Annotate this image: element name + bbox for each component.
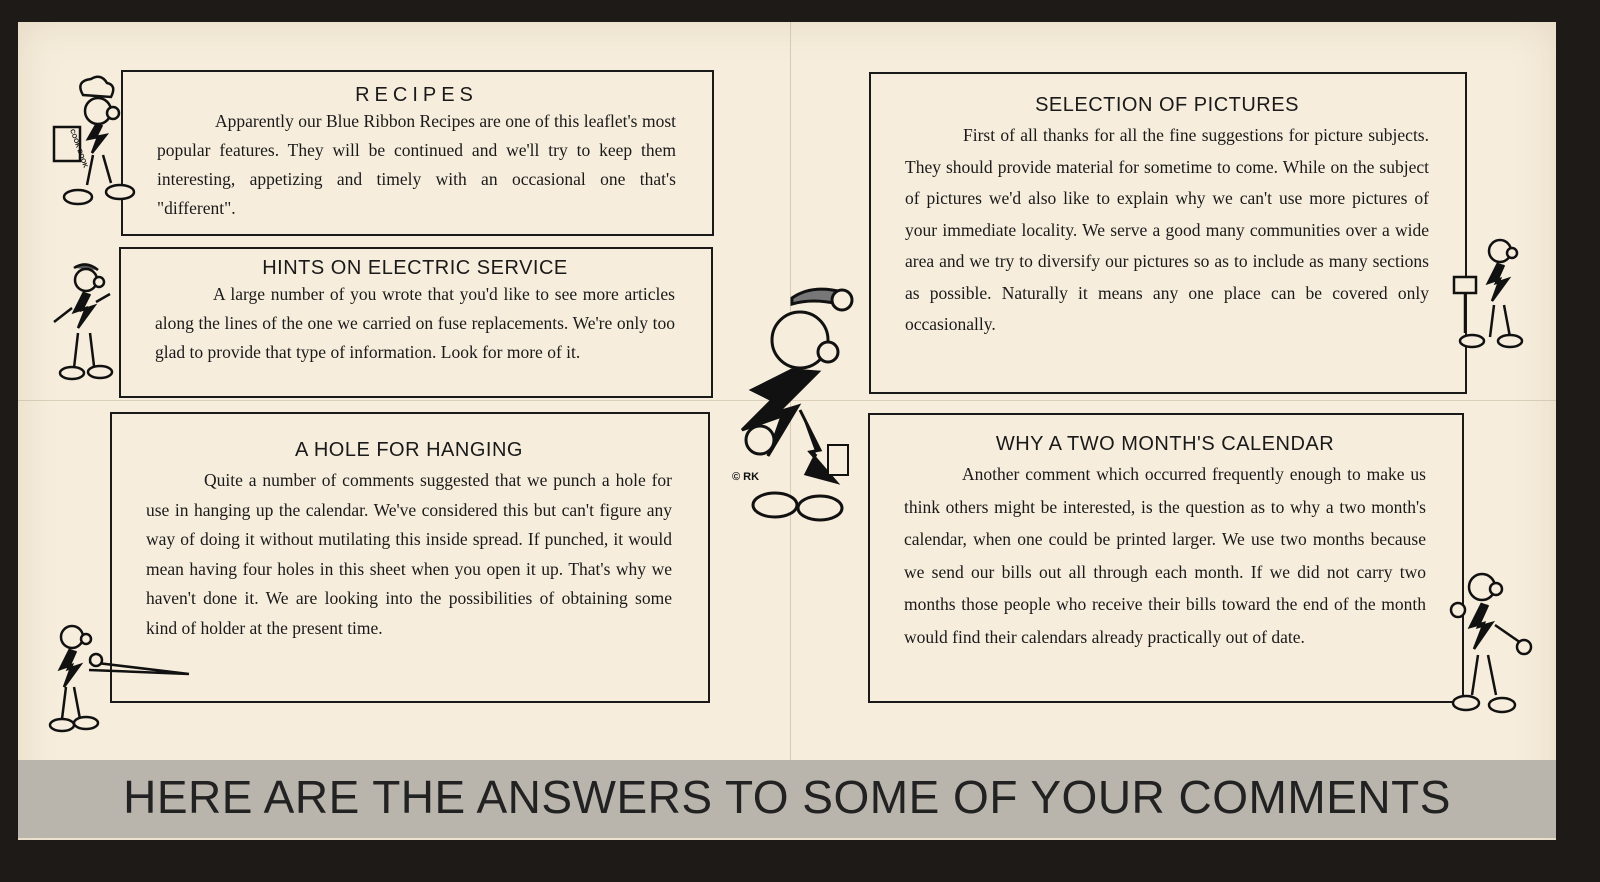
camera-mascot-illustration bbox=[1448, 235, 1528, 353]
section-body: Apparently our Blue Ribbon Recipes are one of this leaflet's most popular features. They will be continued and we'll try to keep them interesting, appetizing and timely with an occasional one that's "different". bbox=[157, 111, 676, 218]
section-title: SELECTION OF PICTURES bbox=[1035, 94, 1299, 116]
section-body: Another comment which occurred frequently enough to make us think others might be interested, is the question as to why a two month's calendar, when one could be printed larger. We use two months because we send our bills out all through each month. If we did not carry two months those people who receive their bills toward the end of the month would find their calendars already practically out of date. bbox=[904, 464, 1426, 647]
section-title: HINTS ON ELECTRIC SERVICE bbox=[262, 257, 568, 279]
banner bbox=[18, 760, 1556, 838]
reddy-kilowatt-mascot-illustration bbox=[720, 280, 870, 535]
banner-text: HERE ARE THE ANSWERS TO SOME OF YOUR COMMENTS bbox=[123, 771, 1451, 823]
rk-mark: © RK bbox=[732, 471, 760, 483]
section-title: A HOLE FOR HANGING bbox=[295, 439, 523, 461]
scissors-mascot-illustration bbox=[44, 622, 194, 737]
calendar-section bbox=[868, 413, 1464, 703]
thinking-mascot-illustration bbox=[1440, 565, 1535, 725]
pictures-section bbox=[869, 72, 1467, 394]
section-title: RECIPES bbox=[355, 84, 478, 106]
cookbook-label: COOK BOOK bbox=[68, 128, 89, 170]
recipes-section bbox=[121, 70, 714, 236]
section-title: WHY A TWO MONTH'S CALENDAR bbox=[995, 433, 1335, 455]
hole-section bbox=[110, 412, 710, 703]
chef-mascot-illustration bbox=[48, 75, 138, 220]
section-body: Quite a number of comments suggested that we punch a hole for use in hanging up the calendar. We've considered this but can't figure any way of doing it without mutilating this inside spread. If punched, it would mean having four holes in this sheet when you open it up. That's why we haven't done it. We are looking into the possibilities of obtaining some kind of holder at the present time. bbox=[146, 470, 672, 638]
workman-mascot-illustration bbox=[44, 258, 124, 383]
hints-section bbox=[119, 247, 713, 398]
section-body: A large number of you wrote that you'd like to see more articles along the lines of the one we carried on fuse replacements. We're only too glad to provide that type of information. Look for more of it. bbox=[155, 284, 675, 362]
section-body: First of all thanks for all the fine suggestions for picture subjects. They should provide material for sometime to come. While on the subject of pictures we'd also like to explain why we can't use more pictures of your immediate locality. We serve a good many communities over a wide area and we try to diversify our pictures so as to include as many sections as possible. Naturally it means any one place can be covered only occasionally. bbox=[905, 125, 1429, 334]
